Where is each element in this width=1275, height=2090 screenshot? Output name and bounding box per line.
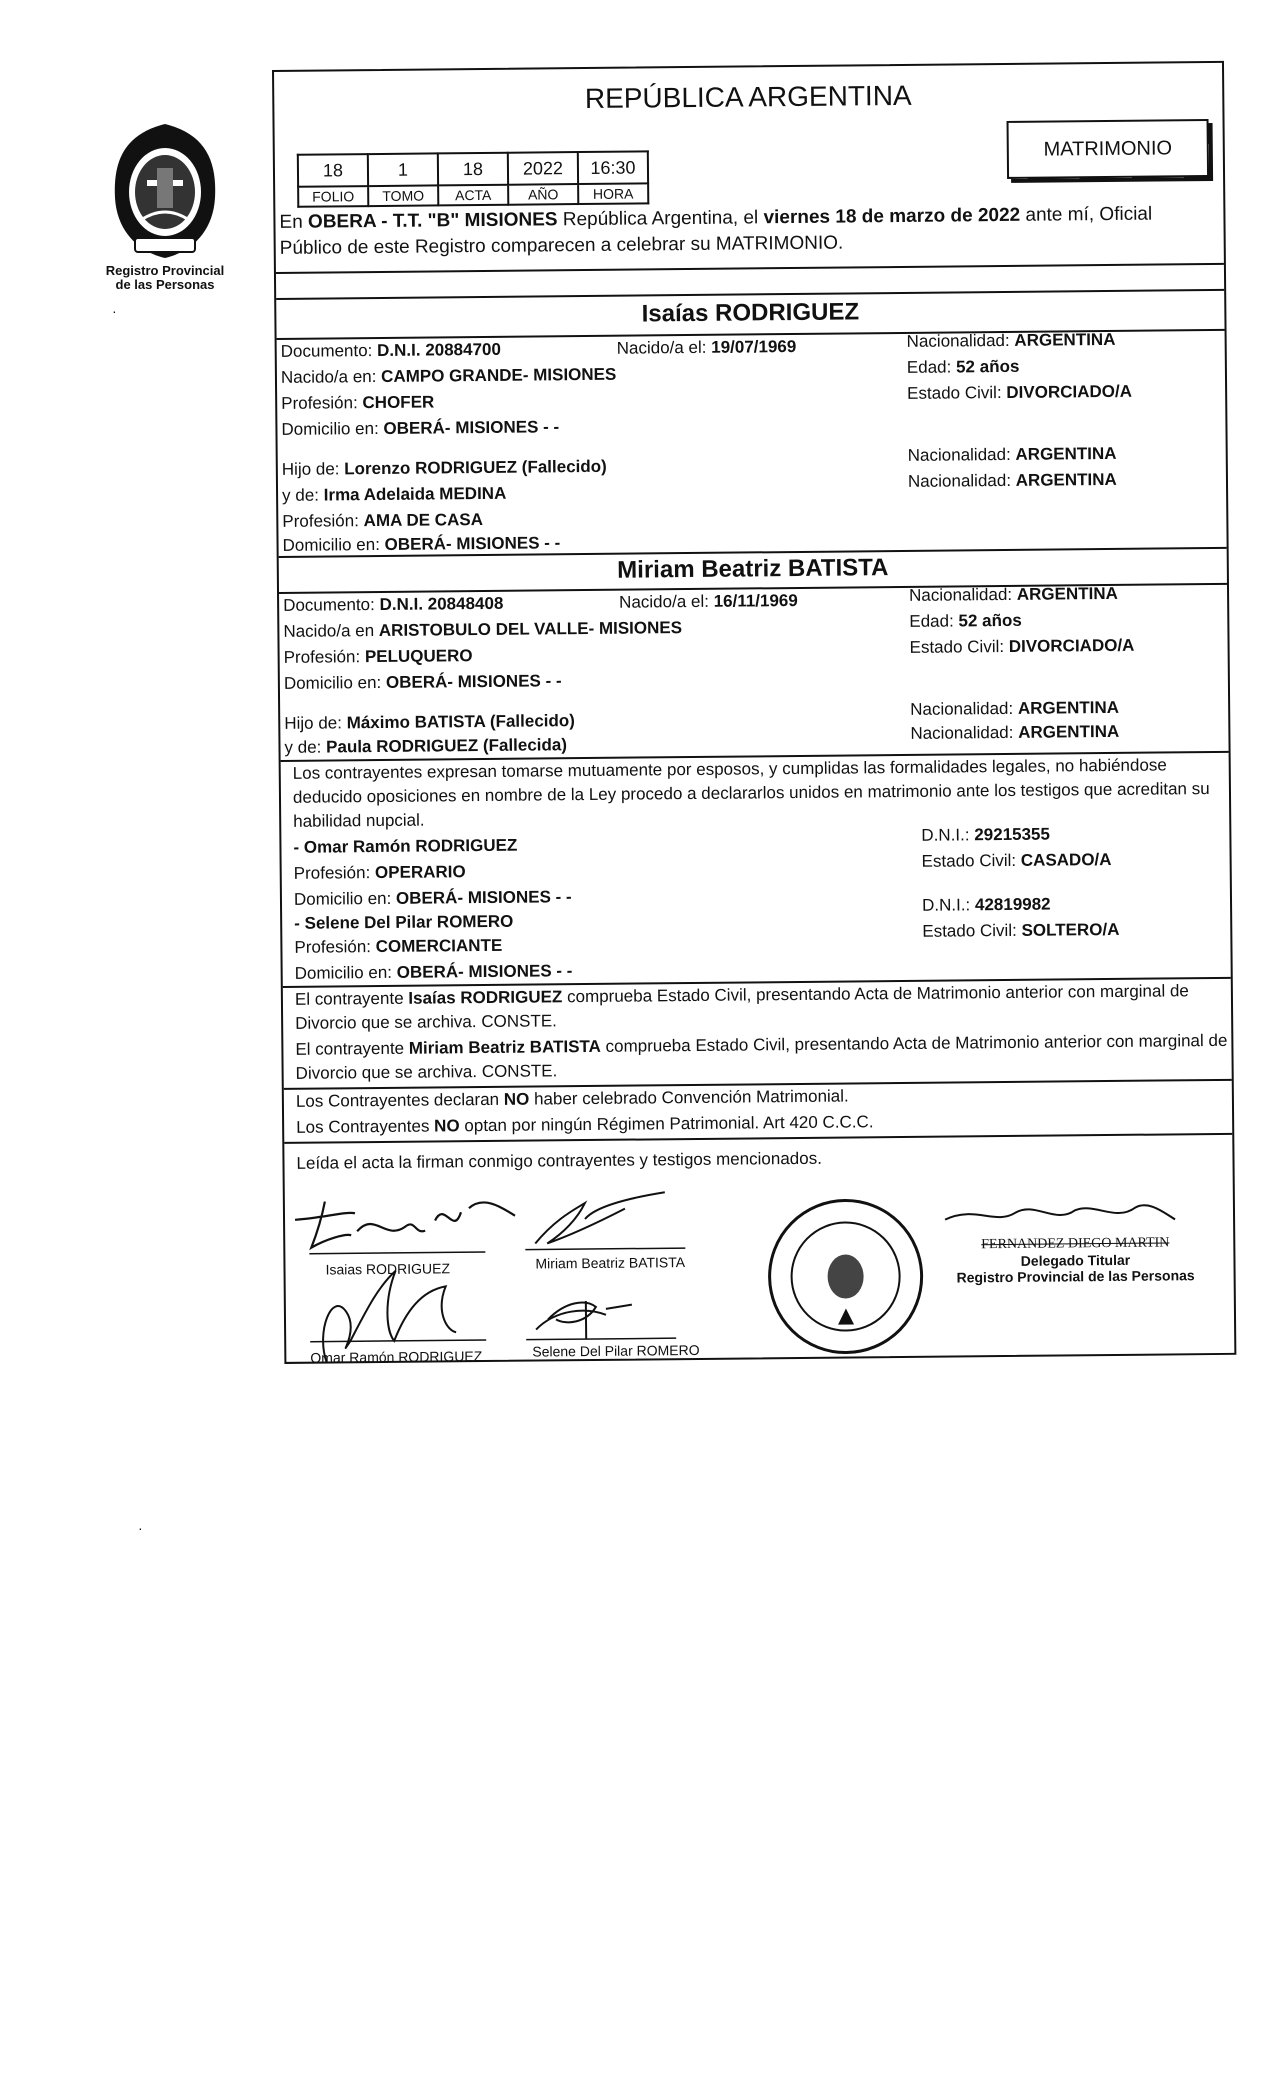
document-type-box: MATRIMONIO — [1007, 119, 1210, 179]
scan-dot: · — [112, 303, 117, 319]
note-convention: Los Contrayentes declaran NO haber celebrado Convención Matrimonial. — [295, 1086, 849, 1111]
spouse2-age: Edad: 52 años — [909, 610, 1022, 631]
registry-number-table — [297, 150, 650, 207]
hora-label: HORA — [578, 183, 648, 204]
witness2-civil-status: Estado Civil: SOLTERO/A — [922, 919, 1120, 941]
witness1-address: Domicilio en: OBERÁ- MISIONES - - — [293, 887, 572, 909]
intro-date: viernes 18 de marzo de 2022 — [763, 204, 1021, 229]
spouse1-father-nationality: Nacionalidad: ARGENTINA — [907, 443, 1117, 465]
spouse2-civil-status: Estado Civil: DIVORCIADO/A — [909, 635, 1135, 657]
spouse1-name: Isaías RODRIGUEZ — [641, 298, 860, 328]
spouse2-mother-nationality: Nacionalidad: ARGENTINA — [910, 721, 1120, 743]
delegate-office: Registro Provincial de las Personas — [956, 1267, 1195, 1286]
witness1-profession: Profesión: OPERARIO — [293, 862, 466, 883]
note-spouse1-status: El contrayente Isaías RODRIGUEZ comprueba Estado Civil, presentando Acta de Matrimonio anterior con marginal de Divorcio que se archiva. CONSTE. — [294, 981, 1189, 1033]
spouse2-name: Miriam Beatriz BATISTA — [617, 554, 889, 584]
marriage-certificate-form — [272, 61, 1236, 1364]
witness2-profession: Profesión: COMERCIANTE — [294, 935, 503, 957]
spouse1-mother-nationality: Nacionalidad: ARGENTINA — [907, 469, 1117, 491]
ano-value: 2022 — [508, 152, 578, 185]
witness2-name: - Selene Del Pilar ROMERO — [294, 911, 514, 933]
delegate-name: FERNANDEZ DIEGO MARTIN — [981, 1235, 1170, 1253]
spouse2-profession: Profesión: PELUQUERO — [283, 646, 473, 667]
spouse1-address: Domicilio en: OBERÁ- MISIONES - - — [281, 417, 560, 439]
acta-label: ACTA — [438, 185, 508, 206]
spouse2-nationality: Nacionalidad: ARGENTINA — [908, 583, 1118, 605]
witness1-dni: D.N.I.: 29215355 — [921, 824, 1051, 845]
signature-label-witness1: Omar Ramón RODRIGUEZ — [310, 1348, 483, 1366]
signature-label-spouse1: Isaias RODRIGUEZ — [325, 1260, 451, 1278]
spouse1-documento: Documento: D.N.I. 20884700 — [280, 339, 502, 361]
official-stamp-icon — [765, 1196, 927, 1358]
logo-caption-line1: Registro Provincial — [105, 263, 225, 278]
ano-label: AÑO — [508, 184, 578, 205]
intro-mid: República Argentina, el — [562, 207, 759, 231]
spouse1-nationality: Nacionalidad: ARGENTINA — [906, 329, 1116, 351]
spouse1-birthdate: Nacido/a el: 19/07/1969 — [616, 336, 797, 358]
scan-dot: · — [138, 1520, 143, 1536]
spouse2-father: Hijo de: Máximo BATISTA (Fallecido) — [284, 711, 575, 733]
note-regime: Los Contrayentes NO optan por ningún Régimen Patrimonial. Art 420 C.C.C. — [296, 1112, 874, 1137]
witness1-name: - Omar Ramón RODRIGUEZ — [293, 835, 518, 857]
signature-label-spouse2: Miriam Beatriz BATISTA — [535, 1254, 686, 1272]
witness1-civil-status: Estado Civil: CASADO/A — [921, 849, 1112, 871]
delegate-role: Delegado Titular — [1020, 1251, 1131, 1269]
delegate-block — [945, 1235, 1205, 1285]
spouse2-mother: y de: Paula RODRIGUEZ (Fallecida) — [284, 735, 568, 757]
spouse1-birthplace: Nacido/a en: CAMPO GRANDE- MISIONES — [280, 364, 617, 387]
spouse2-father-nationality: Nacionalidad: ARGENTINA — [910, 697, 1120, 719]
intro-place: OBERA - T.T. "B" MISIONES — [307, 209, 558, 233]
acta-value: 18 — [438, 153, 508, 186]
intro-paragraph — [279, 201, 1219, 262]
spouse1-mother-address: Domicilio en: OBERÁ- MISIONES - - — [282, 533, 561, 555]
intro-suffix: ante mí, Oficial Público de este Registro comparecen a celebrar su MATRIMONIO. — [279, 203, 1153, 259]
tomo-value: 1 — [368, 153, 438, 186]
folio-label: FOLIO — [298, 186, 368, 207]
witness2-address: Domicilio en: OBERÁ- MISIONES - - — [294, 961, 573, 983]
tomo-label: TOMO — [368, 185, 438, 206]
logo-caption-line2: de las Personas — [115, 277, 215, 292]
spouse1-age: Edad: 52 años — [906, 356, 1020, 377]
hora-value: 16:30 — [578, 151, 648, 184]
spouse1-profession: Profesión: CHOFER — [281, 392, 435, 413]
spouse1-mother: y de: Irma Adelaida MEDINA — [281, 483, 507, 505]
spouse2-address: Domicilio en: OBERÁ- MISIONES - - — [283, 671, 562, 693]
spouse1-civil-status: Estado Civil: DIVORCIADO/A — [907, 381, 1133, 403]
folio-value: 18 — [298, 154, 368, 187]
spouse1-father: Hijo de: Lorenzo RODRIGUEZ (Fallecido) — [281, 456, 607, 479]
page-title: REPÚBLICA ARGENTINA — [584, 79, 912, 114]
divider — [276, 263, 1224, 274]
closing-statement: Leída el acta la firman conmigo contrayentes y testigos mencionados. — [296, 1148, 822, 1173]
registry-logo — [100, 120, 230, 292]
intro-prefix: En — [279, 211, 303, 233]
note-spouse2-status: El contrayente Miriam Beatriz BATISTA comprueba Estado Civil, presentando Acta de Matrimonio anterior con marginal de Divorcio que se archiva. CONSTE. — [295, 1030, 1228, 1083]
spouse2-birthdate: Nacido/a el: 16/11/1969 — [619, 590, 798, 612]
witness2-dni: D.N.I.: 42819982 — [921, 894, 1051, 915]
spouse1-mother-profession: Profesión: AMA DE CASA — [282, 509, 484, 531]
spouse2-birthplace: Nacido/a en ARISTOBULO DEL VALLE- MISIONES — [283, 618, 683, 641]
declaration-paragraph: Los contrayentes expresan tomarse mutuamente por esposos, y cumplidas las formalidades legales, no habiéndose deducido oposiciones en nombre de la Ley procedo a declararlos unidos en matrimonio ante los testigos que acreditan su habilidad nupcial. — [292, 755, 1210, 831]
signature-label-witness2: Selene Del Pilar ROMERO — [532, 1341, 700, 1360]
provincia-misiones-seal-icon — [105, 120, 225, 260]
spouse2-documento: Documento: D.N.I. 20848408 — [283, 593, 504, 615]
